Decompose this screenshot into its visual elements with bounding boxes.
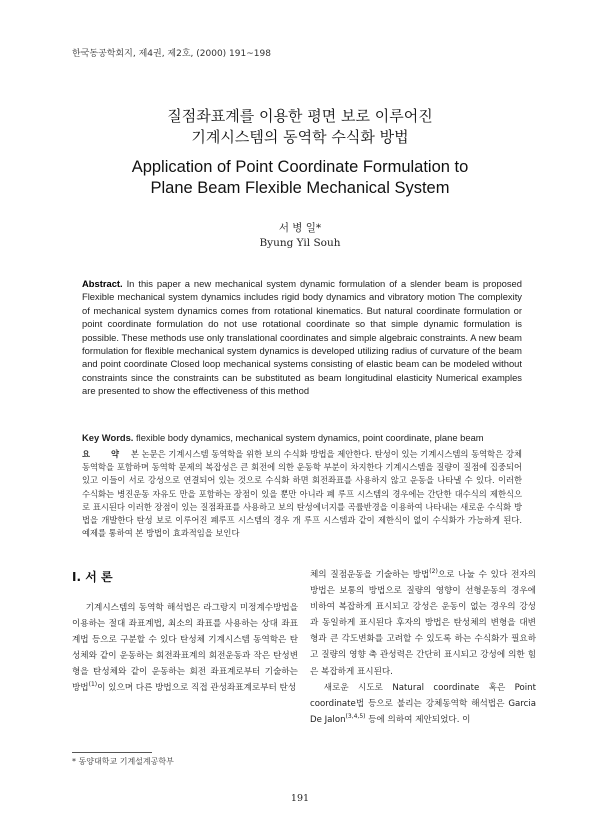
column-right bbox=[310, 567, 536, 728]
abstract-text: In this paper a new mechanical system dynamic formulation of a slender beam is proposed Flexible mechanical system dynamics includes rigid body dynamics and vibratory motion The complexity of mechanical system dynamics comes from rotational kinematics. But natural coordinate formulation or point coordinate formulation do not use rotational coordinate so that simple dynamic formulation is possible. These methods use only translational coordinates and simple algebraic constraints. A new beam formulation for flexible mechanical system dynamics is developed utilizing radius of curvature of the beam and point coordinate Closed loop mechanical systems consisting of elastic beam can be modeled without constraints since the constraints can be substituted as beam longitudinal elasticity Numerical examples are presented to show the effectiveness of this method bbox=[82, 278, 522, 397]
paragraph bbox=[310, 567, 536, 680]
text: 체의 질점운동을 기술하는 방법 bbox=[310, 570, 430, 580]
title-english-line2: Plane Beam Flexible Mechanical System bbox=[150, 179, 450, 197]
journal-header: 한국동공학회지, 제4권, 제2호, (2000) 191~198 bbox=[72, 49, 271, 59]
paragraph bbox=[72, 600, 298, 697]
footnote: * 동양대학교 기계설계공학부 bbox=[72, 757, 174, 766]
title-korean-line1: 질점좌표계를 이용한 평면 보로 이루어진 bbox=[167, 107, 433, 125]
footnote-divider bbox=[72, 752, 152, 753]
keywords bbox=[82, 431, 532, 444]
abstract bbox=[82, 277, 522, 398]
summary-text: 본 논문은 기계시스템 동역학을 위한 보의 수식화 방법을 제안한다. 탄성이 있는 기계시스템의 동역학은 강체동역학을 포함하며 동역학 문제의 복잡성은 큰 회전에 의한 운동학 부분이 차지한다 기계시스템을 질량이 질점에 집중되어 있고 이들이 서로 강성으로 연결되어 있는 것으로 수식화 하면 회전좌표를 사용하지 않고 운동을 나타낼 수 있다. 이러한 수식화는 병진운동 자유도 만을 포함하는 장점이 있을 뿐만 아니라 폐 루프 시스템의 경우에는 간단한 대수식의 제한식으로 표시된다 이러한 장점이 있는 질점좌표를 사용하고 보의 탄성에너지를 곡률반경을 이용하여 나타내는 새로운 수식화 방법을 개발한다 탄성 보로 이루어진 폐루프 시스템의 경우 개 루프 시스템과 같이 제한식이 없이 수식화가 가능하게 된다. 예제를 통하여 본 방법이 효과적임을 보인다 bbox=[82, 449, 523, 539]
text: 으로 나눌 수 있다 전자의 방법은 보통의 방법으로 질량의 영향이 선형운동의 경우에 비하여 복잡하게 표시되고 강성은 운동이 없는 경우의 강성과 동일하게 표시된다 후자의 방법은 탄성체의 변형을 대변형과 큰 각도변화를 고려할 수 있도록 하는 수식화가 필요하고 질량의 영향 축 관성력은 간단히 표시되고 강성에 의한 힘은 복잡하게 표시된다. bbox=[310, 570, 536, 677]
text: 이 있으며 다른 방법으로 직접 관성좌표계로부터 탄성 bbox=[97, 683, 297, 694]
abstract-label: Abstract. bbox=[82, 278, 123, 289]
citation: (1) bbox=[88, 681, 98, 689]
citation: (3,4,5) bbox=[345, 712, 366, 720]
title-korean-line2: 기계시스템의 동역학 수식화 방법 bbox=[191, 128, 409, 146]
korean-summary bbox=[82, 448, 522, 540]
text: 기계시스템의 동역학 해석법은 라그랑지 미정계수방법을 이용하는 절대 좌표계법, 최소의 좌표를 사용하는 상대 좌표계법 등으로 구분할 수 있다 탄성체 기계시스템 동역학은 탄성체와 같이 운동하는 회전좌표계의 회전운동과 작은 탄성변형을 탄성체와 같이 운동하는 회전 좌표계로부터 기술하는 방법 bbox=[72, 603, 298, 694]
column-left bbox=[72, 600, 298, 697]
keywords-text: flexible body dynamics, mechanical system dynamics, point coordinate, plane beam bbox=[136, 432, 484, 443]
text: 등에 의하여 제안되었다. 이 bbox=[365, 714, 471, 725]
author-korean: 서 병 일* bbox=[278, 222, 322, 234]
citation: (2) bbox=[429, 568, 438, 576]
summary-label: 요 약 bbox=[82, 449, 129, 459]
paragraph bbox=[310, 680, 536, 728]
page-number: 191 bbox=[290, 793, 310, 804]
text: 새로운 시도로 Natural coordinate 혹은 Point coordinate법 등으로 불리는 강체동역학 해석법은 Garcia De Jalon bbox=[310, 682, 536, 725]
title-english-line1: Application of Point Coordinate Formulation to bbox=[131, 158, 469, 176]
keywords-label: Key Words. bbox=[82, 432, 134, 443]
section-heading-introduction: I. 서 론 bbox=[72, 570, 113, 584]
author-english: Byung Yil Souh bbox=[259, 237, 341, 249]
